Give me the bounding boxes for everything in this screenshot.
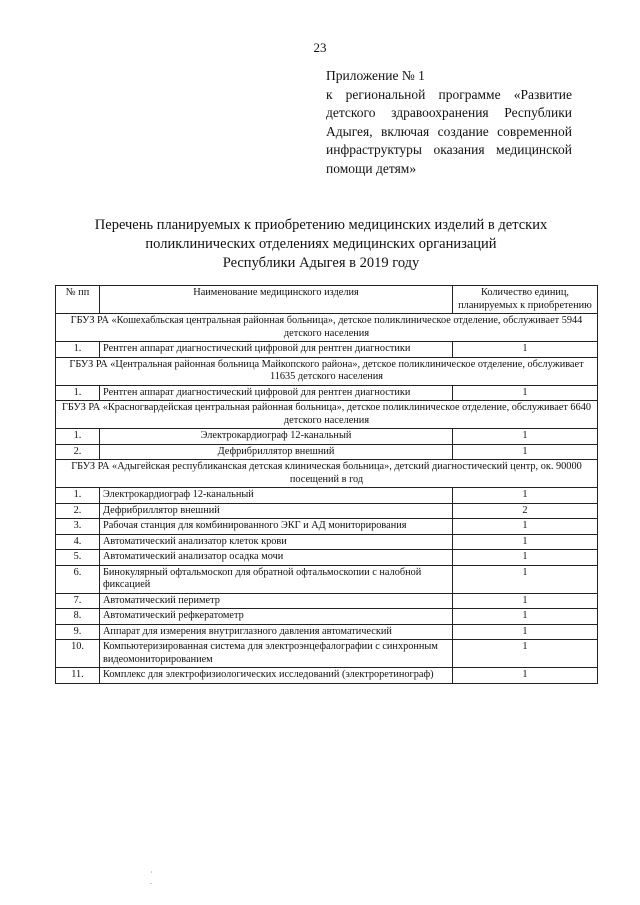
item-name: Электрокардиограф 12-канальный <box>100 429 453 445</box>
item-quantity: 1 <box>453 385 598 401</box>
table-row <box>56 593 598 609</box>
table-row <box>56 609 598 625</box>
item-number: 11. <box>56 668 100 684</box>
item-number: 1. <box>56 488 100 504</box>
org-name: ГБУЗ РА «Красногвардейская центральная районная больница», детское поликлиническое отделение, обслуживает 6640 детского населения <box>56 401 598 429</box>
page-number: 23 <box>313 40 327 55</box>
item-quantity: 1 <box>453 519 598 535</box>
item-name: Рабочая станция для комбинированного ЭКГ и АД мониторирования <box>100 519 453 535</box>
item-quantity: 1 <box>453 429 598 445</box>
item-name: Комплекс для электрофизиологических исследований (электроретинограф) <box>100 668 453 684</box>
item-quantity: 2 <box>453 503 598 519</box>
appendix-text: к региональной программе «Развитие детского здравоохранения Республики Адыгея, включая создание современной инфраструктуры оказания медицинской помощи детям» <box>326 86 572 176</box>
item-number: 1. <box>56 342 100 358</box>
org-row <box>56 314 598 342</box>
item-number: 4. <box>56 534 100 550</box>
table-row <box>56 488 598 504</box>
scan-speck: · . <box>150 868 153 886</box>
heading-line-1: Перечень планируемых к приобретению медицинских изделий в детских <box>94 217 548 233</box>
table-row <box>56 640 598 668</box>
item-quantity: 1 <box>453 534 598 550</box>
item-name: Бинокулярный офтальмоскоп для обратной офтальмоскопии с налобной фиксацией <box>100 565 453 593</box>
item-number: 8. <box>56 609 100 625</box>
item-quantity: 1 <box>453 444 598 460</box>
header-num: № пп <box>56 286 100 314</box>
table-body <box>56 314 598 684</box>
header-qty: Количество единиц, планируемых к приобретению <box>453 286 598 314</box>
item-number: 5. <box>56 550 100 566</box>
item-quantity: 1 <box>453 488 598 504</box>
heading-line-2: поликлинических отделениях медицинских организаций <box>145 236 497 252</box>
item-name: Дефрибриллятор внешний <box>100 444 453 460</box>
document-heading <box>80 216 562 273</box>
table-row <box>56 429 598 445</box>
item-name: Автоматический анализатор осадка мочи <box>100 550 453 566</box>
item-quantity: 1 <box>453 565 598 593</box>
item-quantity: 1 <box>453 593 598 609</box>
table-row <box>56 534 598 550</box>
item-number: 2. <box>56 444 100 460</box>
table-row <box>56 519 598 535</box>
table-row <box>56 550 598 566</box>
item-number: 6. <box>56 565 100 593</box>
table-row <box>56 565 598 593</box>
item-quantity: 1 <box>453 668 598 684</box>
item-name: Компьютеризированная система для электроэнцефалографии с синхронным видеомониторированием <box>100 640 453 668</box>
table-row <box>56 342 598 358</box>
equipment-table <box>55 285 598 684</box>
item-number: 9. <box>56 624 100 640</box>
org-row <box>56 401 598 429</box>
table-header-row <box>56 286 598 314</box>
org-name: ГБУЗ РА «Кошехабльская центральная районная больница», детское поликлиническое отделение, обслуживает 5944 детского населения <box>56 314 598 342</box>
heading-line-3: Республики Адыгея в 2019 году <box>222 255 420 271</box>
item-name: Электрокардиограф 12-канальный <box>100 488 453 504</box>
item-quantity: 1 <box>453 342 598 358</box>
org-name: ГБУЗ РА «Центральная районная больница Майкопского района», детское поликлиническое отделение, обслуживает 11635 детского населения <box>56 357 598 385</box>
appendix-block <box>326 67 572 178</box>
item-name: Рентген аппарат диагностический цифровой для рентген диагностики <box>100 385 453 401</box>
item-name: Аппарат для измерения внутриглазного давления автоматический <box>100 624 453 640</box>
table-row <box>56 444 598 460</box>
org-name: ГБУЗ РА «Адыгейская республиканская детская клиническая больница», детский диагностический центр, ок. 90000 посещений в год <box>56 460 598 488</box>
item-name: Автоматический периметр <box>100 593 453 609</box>
item-quantity: 1 <box>453 640 598 668</box>
item-number: 7. <box>56 593 100 609</box>
org-row <box>56 357 598 385</box>
org-row <box>56 460 598 488</box>
header-name: Наименование медицинского изделия <box>100 286 453 314</box>
item-number: 2. <box>56 503 100 519</box>
table-row <box>56 624 598 640</box>
item-quantity: 1 <box>453 550 598 566</box>
item-name: Автоматический рефкератометр <box>100 609 453 625</box>
table-row <box>56 668 598 684</box>
item-number: 10. <box>56 640 100 668</box>
table-row <box>56 503 598 519</box>
item-name: Дефрибриллятор внешний <box>100 503 453 519</box>
item-name: Автоматический анализатор клеток крови <box>100 534 453 550</box>
item-name: Рентген аппарат диагностический цифровой для рентген диагностики <box>100 342 453 358</box>
item-quantity: 1 <box>453 609 598 625</box>
table-row <box>56 385 598 401</box>
item-number: 1. <box>56 385 100 401</box>
item-number: 3. <box>56 519 100 535</box>
item-number: 1. <box>56 429 100 445</box>
appendix-title: Приложение № 1 <box>326 68 425 83</box>
item-quantity: 1 <box>453 624 598 640</box>
